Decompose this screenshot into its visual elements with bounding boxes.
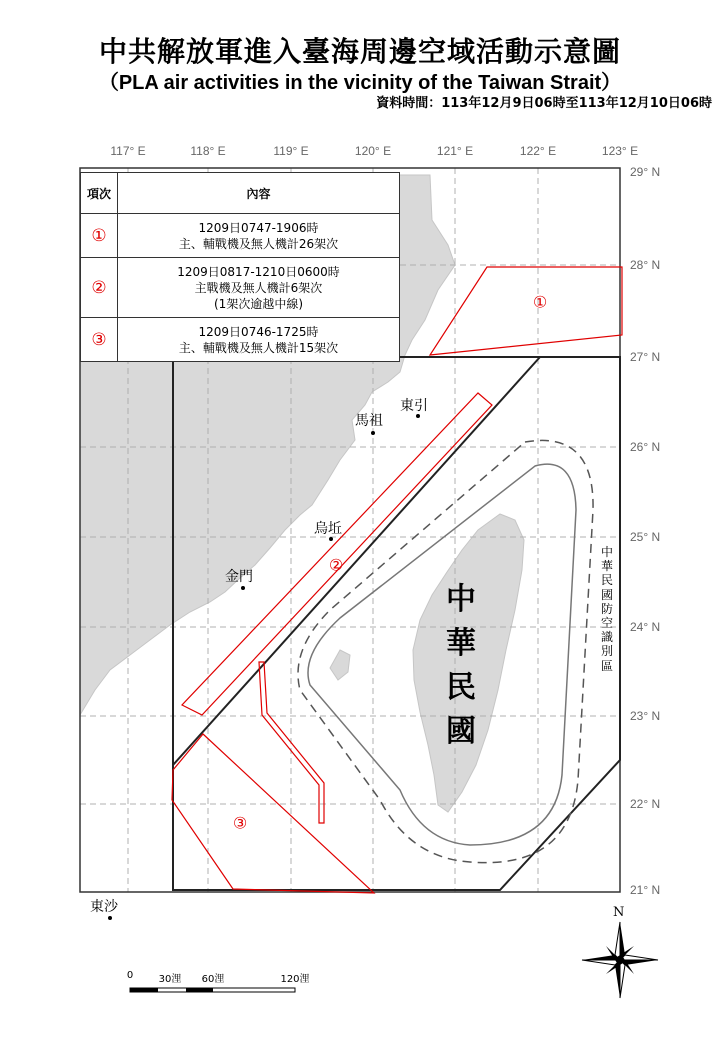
- lon-label-117: 117° E: [110, 144, 146, 158]
- legend-row-3-num: ③: [81, 318, 118, 362]
- legend-row-1-num: ①: [81, 214, 118, 258]
- scale-label-120: 120浬: [280, 974, 310, 985]
- legend-header-index: 項次: [81, 173, 118, 214]
- lon-label-123: 123° E: [601, 144, 639, 158]
- lat-label-26: 26° N: [630, 440, 661, 454]
- zone-1-label: ①: [532, 292, 548, 312]
- matsu-dot: [371, 431, 375, 435]
- activity-zone-1: [430, 267, 622, 355]
- roc-label: 中華民國: [446, 582, 476, 749]
- lat-label-28: 28° N: [630, 258, 661, 272]
- lat-label-24: 24° N: [630, 620, 661, 634]
- legend-row-2-note: (1架次逾越中線): [214, 296, 303, 311]
- place-matsu: 馬祖: [355, 413, 383, 429]
- legend-row-2: [81, 258, 400, 318]
- map-title: 中共解放軍進入臺海周邊空域活動示意圖: [98, 35, 621, 68]
- dongsha-dot: [108, 916, 112, 920]
- scale-label-30: 30浬: [158, 974, 182, 985]
- scale-label-0: 0: [126, 970, 134, 981]
- legend-row-1: [81, 214, 400, 258]
- data-time: 資料時間：113年12月9日06時至113年12月10日06時: [376, 96, 712, 111]
- lat-label-27: 27° N: [630, 350, 661, 364]
- legend-table: [80, 172, 400, 362]
- kinmen-dot: [241, 586, 245, 590]
- legend-row-1-desc: 主、輔戰機及無人機計26架次: [178, 236, 339, 251]
- north-label: N: [613, 905, 625, 920]
- adiz-label: 中華民國防空識別區: [600, 545, 613, 673]
- penghu-islands: [330, 650, 350, 680]
- lon-label-122: 122° E: [519, 144, 557, 158]
- legend-header-row: [81, 173, 400, 214]
- lon-label-120: 120° E: [354, 144, 392, 158]
- activity-zone-3: [172, 734, 374, 893]
- lat-label-23: 23° N: [630, 709, 661, 723]
- map-subtitle: （PLA air activities in the vicinity of the Taiwan Strait）: [98, 72, 622, 94]
- legend-row-2-desc: 主戰機及無人機計6架次: [194, 280, 323, 295]
- legend-row-3-desc: 主、輔戰機及無人機計15架次: [178, 340, 339, 355]
- zone-3-label: ③: [232, 813, 248, 833]
- lat-label-22: 22° N: [630, 797, 661, 811]
- legend-row-1-time: 1209日0747-1906時: [198, 220, 319, 235]
- legend-row-2-time: 1209日0817-1210日0600時: [177, 264, 340, 279]
- lon-label-118: 118° E: [190, 144, 226, 158]
- legend-row-2-num: ②: [81, 258, 118, 318]
- lat-label-29: 29° N: [630, 165, 661, 179]
- north-arrow: [582, 922, 658, 998]
- zone-2-label: ②: [328, 555, 344, 575]
- legend-row-3: [81, 318, 400, 362]
- lat-label-21: 21° N: [630, 883, 661, 897]
- place-wuqiu: 烏坵: [314, 521, 342, 537]
- legend-header-content: 內容: [118, 173, 400, 214]
- lon-label-121: 121° E: [436, 144, 474, 158]
- lat-label-25: 25° N: [630, 530, 661, 544]
- place-dongsha: 東沙: [90, 899, 118, 915]
- legend-row-3-time: 1209日0746-1725時: [198, 324, 319, 339]
- place-dongyin: 東引: [400, 398, 428, 414]
- lon-label-119: 119° E: [273, 144, 309, 158]
- scale-label-60: 60浬: [201, 974, 225, 985]
- scale-bar: [130, 988, 295, 992]
- place-kinmen: 金門: [225, 569, 253, 585]
